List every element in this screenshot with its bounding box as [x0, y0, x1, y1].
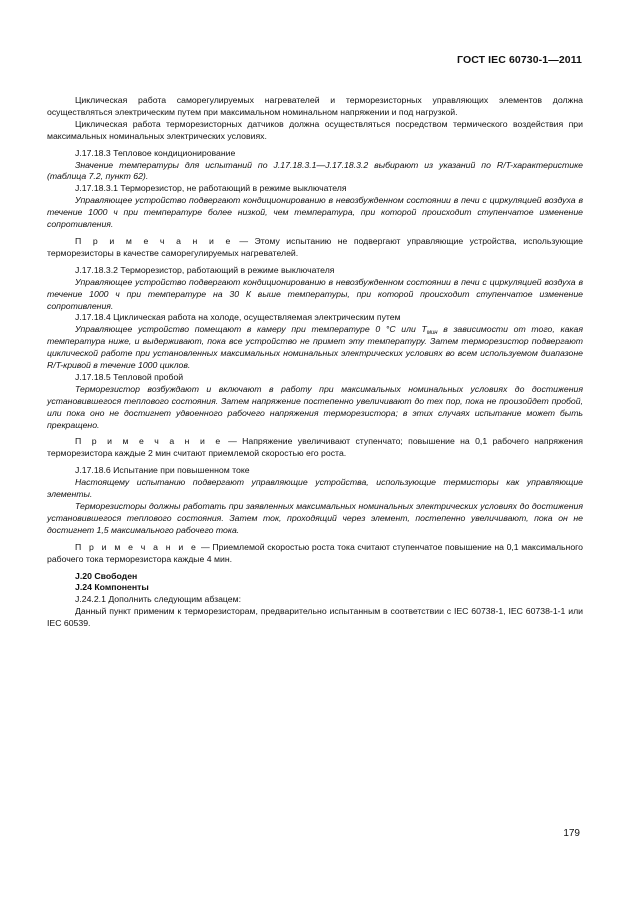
section-heading: J.17.18.3.2 Терморезистор, работающий в режиме выключателя	[75, 264, 335, 275]
section-heading: J.17.18.6 Испытание при повышенном токе	[75, 465, 250, 476]
paragraph: J.24.2.1 Дополнить следующим абзацем:	[75, 594, 242, 605]
paragraph: Терморезисторы должны работать при заявленных максимальных номинальных электрических условиях до достижения установившегося теплового состояния. Затем ток, проходящий через элемент, постепенно увеличивают, пока он не достигнет 1,5 максимального рабочего тока.	[47, 501, 583, 535]
section-heading: J.17.18.3.1 Терморезистор, не работающий в режиме выключателя	[75, 183, 347, 194]
section-heading: J.17.18.5 Тепловой пробой	[75, 371, 184, 382]
paragraph	[47, 324, 583, 372]
subscript: мин	[426, 330, 438, 337]
note	[47, 436, 583, 460]
page-number: 179	[563, 828, 580, 839]
note-label: П р и м е ч а н и е	[75, 436, 223, 447]
document-header: ГОСТ IEC 60730-1—2011	[457, 54, 582, 66]
paragraph: Управляющее устройство подвергают кондиционированию в невозбужденном состоянии в печи с циркуляцией воздуха в течение 1000 ч при температуре на 30 К выше температуры, при которой происходит ступенчатое изменение сопротивления.	[47, 276, 583, 311]
note	[47, 542, 583, 566]
note-text: — Этому испытанию не подвергают управляющие устройства, использующие терморезисторы в качестве саморегулируемых нагревателей.	[47, 235, 583, 258]
section-heading: J.17.18.3 Тепловое кондиционирование	[75, 147, 236, 158]
paragraph: Циклическая работа саморегулируемых нагревателей и терморезисторных управляющих элементов должна осуществляться электрическим путем при максимальном номинальном напряжении и под нагрузкой.	[47, 95, 583, 117]
paragraph: Данный пункт применим к терморезисторам, предварительно испытанным в соответствии с IEC 60738-1, IEC 60738-1-1 или IEC 60539.	[47, 606, 583, 629]
paragraph: Настоящему испытанию подвергают управляющие устройства, использующие термисторы как управляющие элементы.	[47, 477, 583, 500]
paragraph: Циклическая работа терморезисторных датчиков должна осуществляться посредством термического воздействия при максимальных номинальных электрических условиях.	[47, 118, 583, 141]
paragraph: Значение температуры для испытаний по J.17.18.3.1—J.17.18.3.2 выбирают из указаний по R/T-характеристике (таблица 7.2, пункт 62).	[47, 159, 583, 182]
note-label: П р и м е ч а н и е	[75, 235, 233, 246]
paragraph-part: Управляющее устройство помещают в камеру при температуре 0 °C или T	[75, 324, 427, 335]
section-heading: J.20 Свободен	[75, 570, 138, 581]
document-body	[47, 95, 583, 630]
paragraph-part: в зависимости от того, какая температура ниже, и выдерживают, пока все устройство не примет эту температуру. Затем терморезистор подвергают циклической работе при установленных максимальных номинальных электрических условиях во всем используемом диапазоне R/T-кривой в течение 1000 циклов.	[47, 324, 583, 371]
note-text: — Напряжение увеличивают ступенчато; повышение на 0,1 рабочего напряжения терморезистора каждые 2 мин считают приемлемой скоростью его роста.	[47, 436, 583, 459]
note	[47, 236, 583, 260]
note-label: П р и м е ч а н и е	[75, 541, 199, 552]
note-text: — Приемлемой скоростью роста тока считают ступенчатое повышение на 0,1 максимального рабочего тока терморезистора каждые 4 мин.	[47, 541, 583, 564]
section-heading: J.17.18.4 Циклическая работа на холоде, осуществляемая электрическим путем	[75, 312, 401, 323]
paragraph: Управляющее устройство подвергают кондиционированию в невозбужденном состоянии в печи с циркуляцией воздуха в течение 1000 ч при температуре более низкой, чем температура, при которой происходит ступенчатое изменение сопротивления.	[47, 195, 583, 230]
paragraph: Терморезистор возбуждают и включают в работу при максимальных номинальных условиях до достижения установившегося теплового состояния. Затем напряжение постепенно увеличивают до тех пор, пока не произойдет пробой, или пока оно не достигнет удвоенного рабочего напряжения терморезистора; в этих случаях испытание может быть прекращено.	[47, 383, 583, 430]
section-heading: J.24 Компоненты	[75, 582, 149, 593]
